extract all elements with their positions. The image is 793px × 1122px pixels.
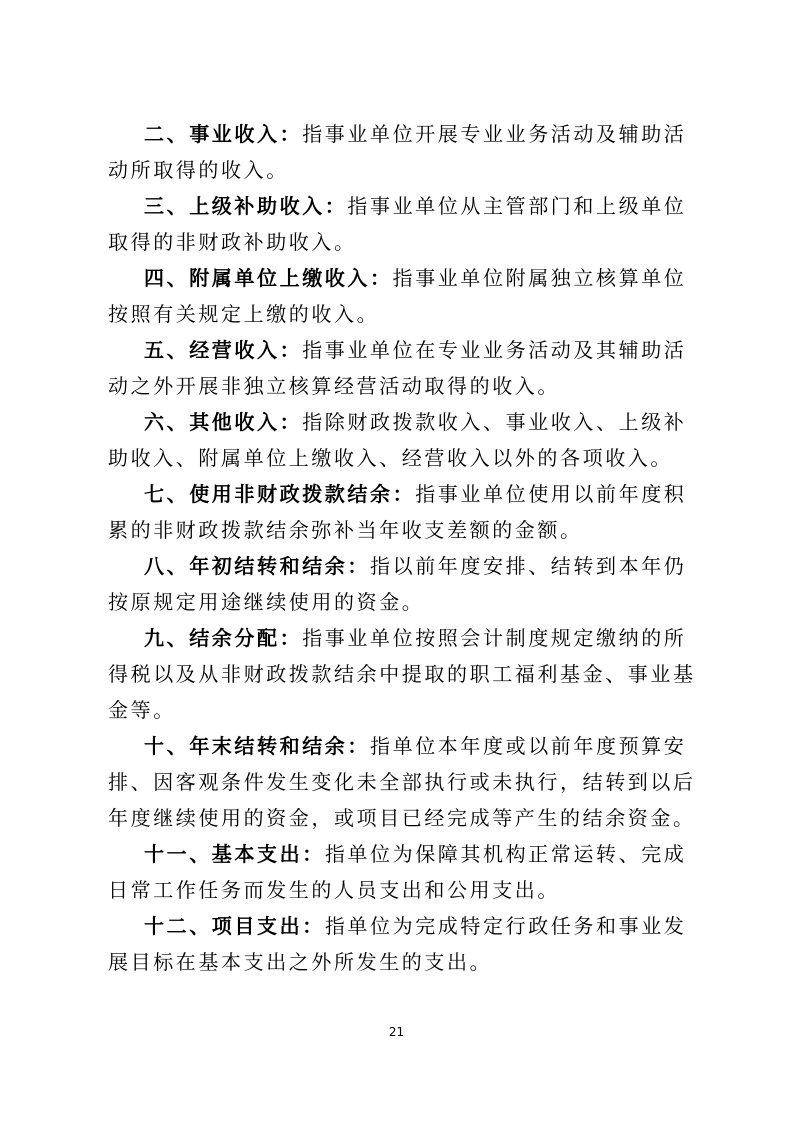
definition-text: 指事业单位在专业业务活动及其辅助活动之外开展非独立核算经营活动取得的收入。 [108, 338, 687, 398]
definition-text: 指事业单位从主管部门和上级单位取得的非财政补助收入。 [108, 194, 687, 254]
definition-paragraph [108, 260, 698, 332]
definition-text: 指以前年度安排、结转到本年仍按原规定用途继续使用的资金。 [108, 554, 687, 614]
definition-term: 六、其他收入： [144, 410, 303, 434]
definition-term: 五、经营收入： [144, 338, 303, 362]
definition-paragraph [108, 620, 698, 728]
definition-term: 十、年末结转和结余： [144, 734, 370, 758]
definitions-list [108, 116, 698, 980]
definition-paragraph [108, 476, 698, 548]
definition-text: 指单位为保障其机构正常运转、完成日常工作任务而发生的人员支出和公用支出。 [108, 842, 687, 902]
definition-term: 十二、项目支出： [144, 914, 325, 938]
definition-paragraph [108, 836, 698, 908]
definition-term: 三、上级补助收入： [144, 194, 348, 218]
definition-paragraph [108, 188, 698, 260]
definition-paragraph [108, 404, 698, 476]
definition-term: 九、结余分配： [144, 626, 303, 650]
definition-term: 十一、基本支出： [144, 842, 325, 866]
definition-paragraph [108, 908, 698, 980]
definition-term: 四、附属单位上缴收入： [144, 266, 393, 290]
definition-paragraph [108, 728, 698, 836]
page-number: 21 [388, 1025, 405, 1039]
definition-term: 八、年初结转和结余： [144, 554, 370, 578]
definition-paragraph [108, 332, 698, 404]
definition-text: 指事业单位按照会计制度规定缴纳的所得税以及从非财政拨款结余中提取的职工福利基金、事业基金等。 [108, 626, 696, 722]
definition-text: 指除财政拨款收入、事业收入、上级补助收入、附属单位上缴收入、经营收入以外的各项收入。 [108, 410, 687, 470]
definition-paragraph [108, 548, 698, 620]
definition-text: 指事业单位使用以前年度积累的非财政拨款结余弥补当年收支差额的金额。 [108, 482, 687, 542]
definition-term: 七、使用非财政拨款结余： [144, 482, 416, 506]
definition-paragraph [108, 116, 698, 188]
definition-text: 指单位为完成特定行政任务和事业发展目标在基本支出之外所发生的支出。 [108, 914, 687, 974]
definition-text: 指事业单位开展专业业务活动及辅助活动所取得的收入。 [108, 122, 687, 182]
definition-text: 指单位本年度或以前年度预算安排、因客观条件发生变化未全部执行或未执行，结转到以后年度继续使用的资金，或项目已经完成等产生的结余资金。 [108, 734, 696, 830]
definition-text: 指事业单位附属独立核算单位按照有关规定上缴的收入。 [108, 266, 687, 326]
definition-term: 二、事业收入： [144, 122, 303, 146]
